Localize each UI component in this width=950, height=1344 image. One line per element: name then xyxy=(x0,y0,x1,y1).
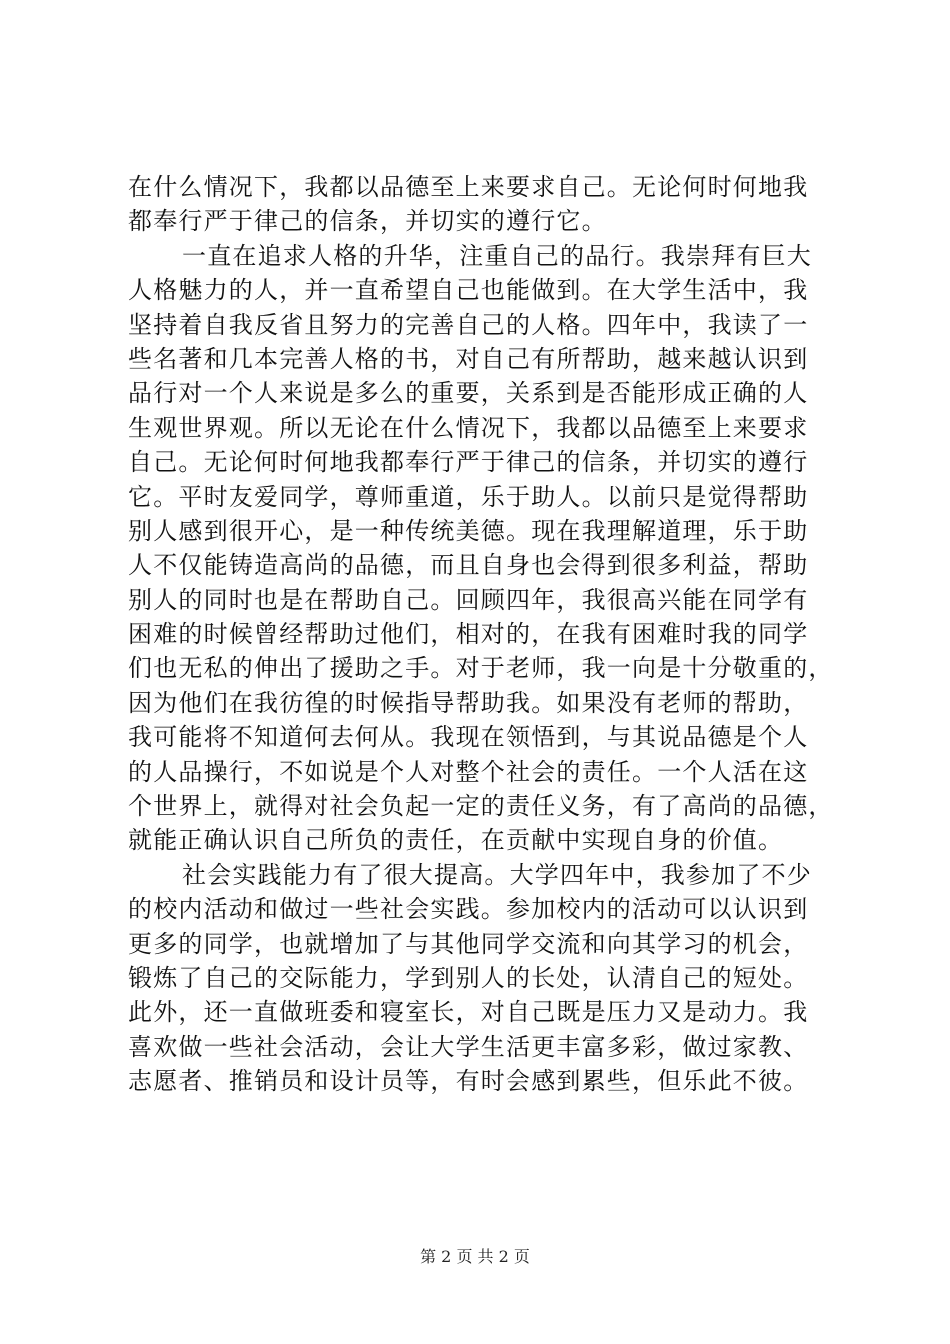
text-line: 人不仅能铸造高尚的品德，而且自身也会得到很多利益，帮助 xyxy=(128,551,809,580)
text-line: 此外，还一直做班委和寝室长，对自己既是压力又是动力。我 xyxy=(128,998,809,1027)
document-body xyxy=(128,170,834,1099)
text-line: 我可能将不知道何去何从。我现在领悟到，与其说品德是个人 xyxy=(128,723,809,752)
paragraph-start-line: 一直在追求人格的升华，注重自己的品行。我崇拜有巨大 xyxy=(182,241,812,270)
text-line: 品行对一个人来说是多么的重要，关系到是否能形成正确的人 xyxy=(128,379,809,408)
text-line: 更多的同学，也就增加了与其他同学交流和向其学习的机会， xyxy=(128,929,809,958)
text-line: 的人品操行，不如说是个人对整个社会的责任。一个人活在这 xyxy=(128,757,809,786)
text-line: 在什么情况下，我都以品德至上来要求自己。无论何时何地我 xyxy=(128,173,809,201)
text-line: 个世界上，就得对社会负起一定的责任义务，有了高尚的品德， xyxy=(128,792,834,821)
text-line: 自己。无论何时何地我都奉行严于律己的信条，并切实的遵行 xyxy=(128,448,809,477)
text-line: 因为他们在我彷徨的时候指导帮助我。如果没有老师的帮助， xyxy=(128,688,809,717)
text-line: 的校内活动和做过一些社会实践。参加校内的活动可以认识到 xyxy=(128,895,809,924)
text-line: 们也无私的伸出了援助之手。对于老师，我一向是十分敬重的， xyxy=(128,654,834,683)
text-line: 志愿者、推销员和设计员等，有时会感到累些，但乐此不彼。 xyxy=(128,1067,809,1096)
text-line: 困难的时候曾经帮助过他们，相对的，在我有困难时我的同学 xyxy=(128,620,809,649)
text-line: 生观世界观。所以无论在什么情况下，我都以品德至上来要求 xyxy=(128,413,809,442)
text-line: 坚持着自我反省且努力的完善自己的人格。四年中，我读了一 xyxy=(128,310,809,339)
text-line: 就能正确认识自己所负的责任，在贡献中实现自身的价值。 xyxy=(128,826,784,855)
text-line: 人格魅力的人，并一直希望自己也能做到。在大学生活中，我 xyxy=(128,276,809,305)
text-line: 都奉行严于律己的信条，并切实的遵行它。 xyxy=(128,207,607,236)
text-line: 喜欢做一些社会活动，会让大学生活更丰富多彩，做过家教、 xyxy=(128,1032,809,1061)
text-line: 些名著和几本完善人格的书，对自己有所帮助，越来越认识到 xyxy=(128,344,809,373)
page-number-footer: 第 2 页 共 2 页 xyxy=(420,1247,530,1266)
text-line: 它。平时友爱同学，尊师重道，乐于助人。以前只是觉得帮助 xyxy=(128,482,809,511)
paragraph-start-line: 社会实践能力有了很大提高。大学四年中，我参加了不少 xyxy=(182,860,812,889)
text-line: 锻炼了自己的交际能力，学到别人的长处，认清自己的短处。 xyxy=(128,963,809,992)
text-line: 别人的同时也是在帮助自己。回顾四年，我很高兴能在同学有 xyxy=(128,585,809,614)
text-line: 别人感到很开心，是一种传统美德。现在我理解道理，乐于助 xyxy=(128,516,809,545)
